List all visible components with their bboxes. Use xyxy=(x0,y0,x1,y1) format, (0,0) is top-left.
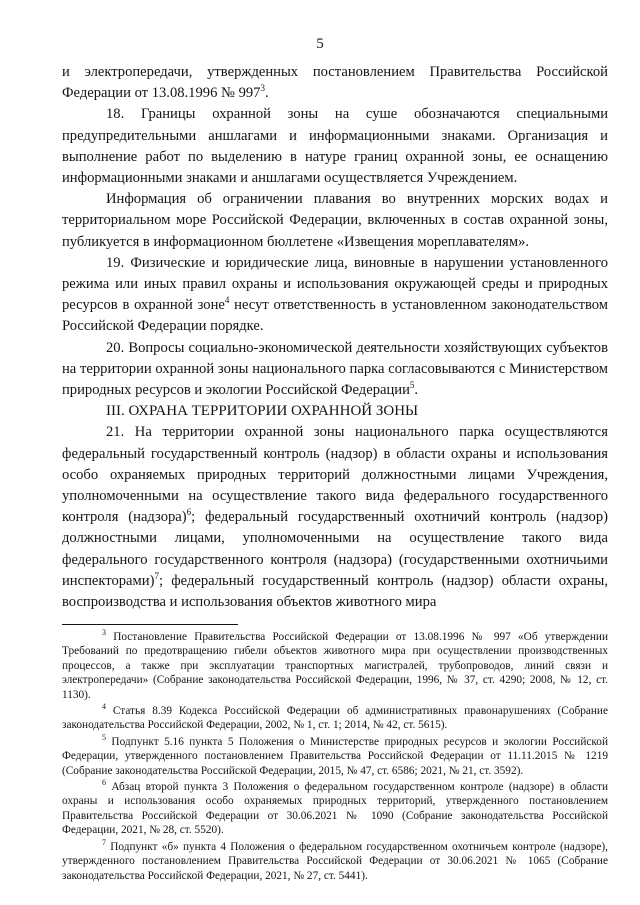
paragraph-text: 20. Вопросы социально-экономической деятельности хозяйствующих субъектов на территории охранной зоны национального парка согласовываются с Министерством природных ресурсов и экологии Российской Федерации xyxy=(62,339,608,399)
footnote-number: 4 xyxy=(102,702,106,712)
footnote-number: 5 xyxy=(102,733,106,743)
footnote-ref-7[interactable]: 7 xyxy=(154,571,159,582)
footnote-ref-5[interactable]: 5 xyxy=(409,380,415,391)
footnote-text: Постановление Правительства Российской Федерации от 13.08.1996 № 997 «Об утверждении Требований по предотвращению гибели объектов животного мира при осуществлении производственных процессов, а также при эксплуатации транспортных магистралей, трубопроводов, линий связи и электропередачи» (Собрание законодательства Российской Федерации, 1996, № 37, ст. 4290; 2008, № 12, ст. 1130). xyxy=(62,631,608,701)
paragraph-end: . xyxy=(264,85,269,102)
paragraph-text: ; федеральный государственный контроль (надзор) области охраны, воспроизводства и использования объектов животного мира xyxy=(62,572,608,611)
footnote-divider xyxy=(62,624,238,625)
footnote-text: Подпункт «б» пункта 4 Положения о федеральном государственном охотничьем контроле (надзоре), утвержденного постановлением Правительства Российской Федерации от 30.06.2021 № 1065 (Собрание законодательства Российской Федерации, 2021, № 27, ст. 5441). xyxy=(62,840,608,882)
page-number: 5 xyxy=(316,36,324,52)
paragraph-19 xyxy=(62,253,608,338)
footnote-6 xyxy=(62,780,608,838)
footnote-text: Подпункт 5.16 пункта 5 Положения о Министерстве природных ресурсов и экологии Российской Федерации, утвержденного постановлением Правительства Российской Федерации от 11.11.2015 № 1219 (Собрание законодательства Российской Федерации, 2015, № 47, ст. 6586; 2021, № 21, ст. 3592). xyxy=(62,735,608,777)
paragraph-text: и электропередачи, утвержденных постановлением Правительства Российской Федерации от 13.08.1996 № 997 xyxy=(62,64,608,102)
footnote-number: 7 xyxy=(102,837,106,847)
footnotes-section xyxy=(62,630,608,885)
footnote-4 xyxy=(62,704,608,733)
footnote-ref-6[interactable]: 6 xyxy=(186,507,192,518)
body-text xyxy=(62,62,608,613)
footnote-text: Статья 8.39 Кодекса Российской Федерации об административных правонарушениях (Собрание законодательства Российской Федерации, 2002, № 1, ст. 1; 2014, № 42, ст. 5615). xyxy=(62,705,608,732)
footnote-number: 3 xyxy=(102,628,106,638)
footnote-ref-4[interactable]: 4 xyxy=(224,295,230,306)
footnote-7 xyxy=(62,837,608,883)
paragraph-continuation xyxy=(62,62,608,104)
paragraph-21 xyxy=(62,422,608,613)
footnote-text: Абзац второй пункта 3 Положения о федеральном государственном контроле (надзоре) в области охраны и использования особо охраняемых природных территорий, утвержденного постановлением Правительства Российской Федерации от 30.06.2021 № 1090 (Собрание законодательства Российской Федерации, 2021, № 28, ст. 5520). xyxy=(62,781,608,837)
paragraph-18: 18. Границы охранной зоны на суше обозначаются специальными предупредительными аншлагами и информационными знаками. Организация и выполнение работ по выделению в натуре границ охранной зоны, ее оснащению информационными знаками и аншлагами осуществляется Учреждением. xyxy=(62,106,608,187)
paragraph-text: несут ответственность в установленном законодательством Российской Федерации порядке. xyxy=(62,297,609,335)
paragraph-text: 19. Физические и юридические лица, виновные в нарушении установленного режима или иных правил охраны и использования окружающей среды и природных ресурсов в охранной зоне xyxy=(62,254,608,314)
paragraph-end: . xyxy=(414,382,419,399)
paragraph-20 xyxy=(62,338,608,402)
footnote-5 xyxy=(62,735,608,778)
footnote-ref-3[interactable]: 3 xyxy=(260,83,265,94)
paragraph-text: 21. На территории охранной зоны национального парка осуществляются федеральный государственный контроль (надзор) в области охраны и использования особо охраняемых природных территорий должностными лицами Учреждения, уполномоченными на осуществление такого вида федерального государственного контроля (надзора) xyxy=(62,424,608,526)
footnote-number: 6 xyxy=(102,778,106,788)
footnote-3 xyxy=(62,630,608,702)
section-heading: III. ОХРАНА ТЕРРИТОРИИ ОХРАННОЙ ЗОНЫ xyxy=(106,403,419,420)
paragraph-18-info: Информация об ограничении плавания во внутренних морских водах и территориальном море Российской Федерации, включенных в состав охранной зоны, публикуется в информационном бюллетене «Извещения мореплавателям». xyxy=(62,191,608,250)
paragraph-text: ; федеральный государственный охотничий контроль (надзор) должностными лицами, уполномоченными на осуществление такого вида федерального государственного контроля (надзора) (государственными охотничьими инспекторами) xyxy=(62,509,608,589)
